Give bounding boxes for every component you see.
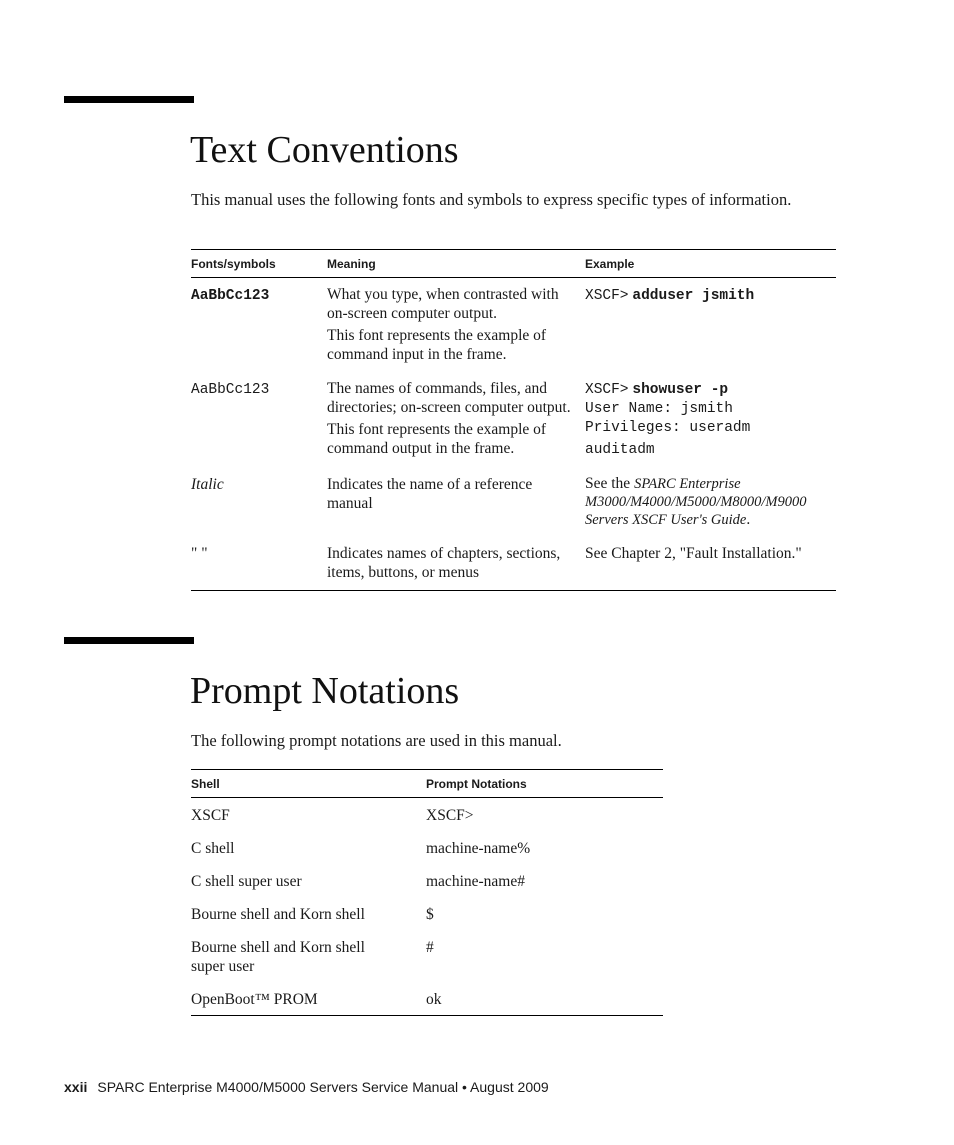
symbol-mono: AaBbCc123 xyxy=(191,382,270,398)
table-row xyxy=(191,897,663,930)
table-header-row xyxy=(191,770,663,798)
prompt-notation: machine-name# xyxy=(426,873,525,890)
shell-name: Bourne shell and Korn shell super user xyxy=(191,939,365,975)
meaning-text: Indicates names of chapters, sections, items, buttons, or menus xyxy=(327,545,561,581)
section-rule-text-conventions xyxy=(64,96,194,103)
prompt-notation: XSCF> xyxy=(426,807,474,824)
symbol-bold-mono: AaBbCc123 xyxy=(191,288,270,304)
prompt-notation: # xyxy=(426,939,434,956)
text-conventions-intro: This manual uses the following fonts and symbols to express specific types of information. xyxy=(191,190,792,209)
table-row xyxy=(191,537,836,591)
prompt-notations-table xyxy=(191,769,663,1016)
heading-text-conventions: Text Conventions xyxy=(190,129,459,171)
table-row xyxy=(191,930,663,982)
page-number: xxii xyxy=(64,1079,88,1095)
meaning-text: What you type, when contrasted with on-screen computer output. xyxy=(327,286,559,322)
symbol-quotes: " " xyxy=(191,545,208,562)
symbol-italic: Italic xyxy=(191,476,224,493)
example-command: showuser -p xyxy=(632,382,729,398)
example-output: auditadm xyxy=(585,442,655,458)
table-row xyxy=(191,831,663,864)
table-row xyxy=(191,278,836,373)
prompt-notation: $ xyxy=(426,906,434,923)
table-row xyxy=(191,372,836,468)
example-output: User Name: jsmith xyxy=(585,401,733,417)
example-manual-title: SPARC Enterprise M3000/M4000/M5000/M8000/M9000 Servers XSCF User's Guide xyxy=(585,476,807,528)
section-rule-prompt-notations xyxy=(64,637,194,644)
example-output: Privileges: useradm xyxy=(585,420,751,436)
meaning-text: The names of commands, files, and directories; on-screen computer output. xyxy=(327,380,571,416)
column-header-example: Example xyxy=(585,250,836,278)
table-row xyxy=(191,864,663,897)
example-prefix: See the xyxy=(585,475,635,492)
column-header-meaning: Meaning xyxy=(327,250,585,278)
table-row xyxy=(191,982,663,1016)
table-header-row xyxy=(191,250,836,278)
table-row xyxy=(191,798,663,832)
page-footer xyxy=(64,1078,549,1096)
meaning-text: This font represents the example of command output in the frame. xyxy=(327,421,547,457)
example-prompt: XSCF> xyxy=(585,288,629,304)
example-text: See Chapter 2, "Fault Installation." xyxy=(585,545,802,562)
text-conventions-table xyxy=(191,249,836,591)
example-prompt: XSCF> xyxy=(585,382,629,398)
prompt-notation: machine-name% xyxy=(426,840,531,857)
shell-name: OpenBoot™ PROM xyxy=(191,982,426,1016)
prompt-notations-intro: The following prompt notations are used in this manual. xyxy=(191,731,562,750)
shell-name: C shell super user xyxy=(191,873,302,890)
column-header-shell: Shell xyxy=(191,770,426,798)
shell-name: C shell xyxy=(191,840,235,857)
column-header-prompt-notations: Prompt Notations xyxy=(426,770,663,798)
heading-prompt-notations: Prompt Notations xyxy=(190,670,460,712)
shell-name: Bourne shell and Korn shell xyxy=(191,906,365,923)
footer-text: SPARC Enterprise M4000/M5000 Servers Service Manual • August 2009 xyxy=(97,1079,549,1095)
table-row xyxy=(191,468,836,537)
prompt-notation: ok xyxy=(426,982,663,1016)
meaning-text: Indicates the name of a reference manual xyxy=(327,476,533,512)
meaning-text: This font represents the example of command input in the frame. xyxy=(327,327,547,363)
example-command: adduser jsmith xyxy=(632,288,755,304)
example-suffix: . xyxy=(746,511,751,528)
shell-name: XSCF xyxy=(191,807,230,824)
example-command-line xyxy=(585,379,836,400)
column-header-fonts-symbols: Fonts/symbols xyxy=(191,250,327,278)
